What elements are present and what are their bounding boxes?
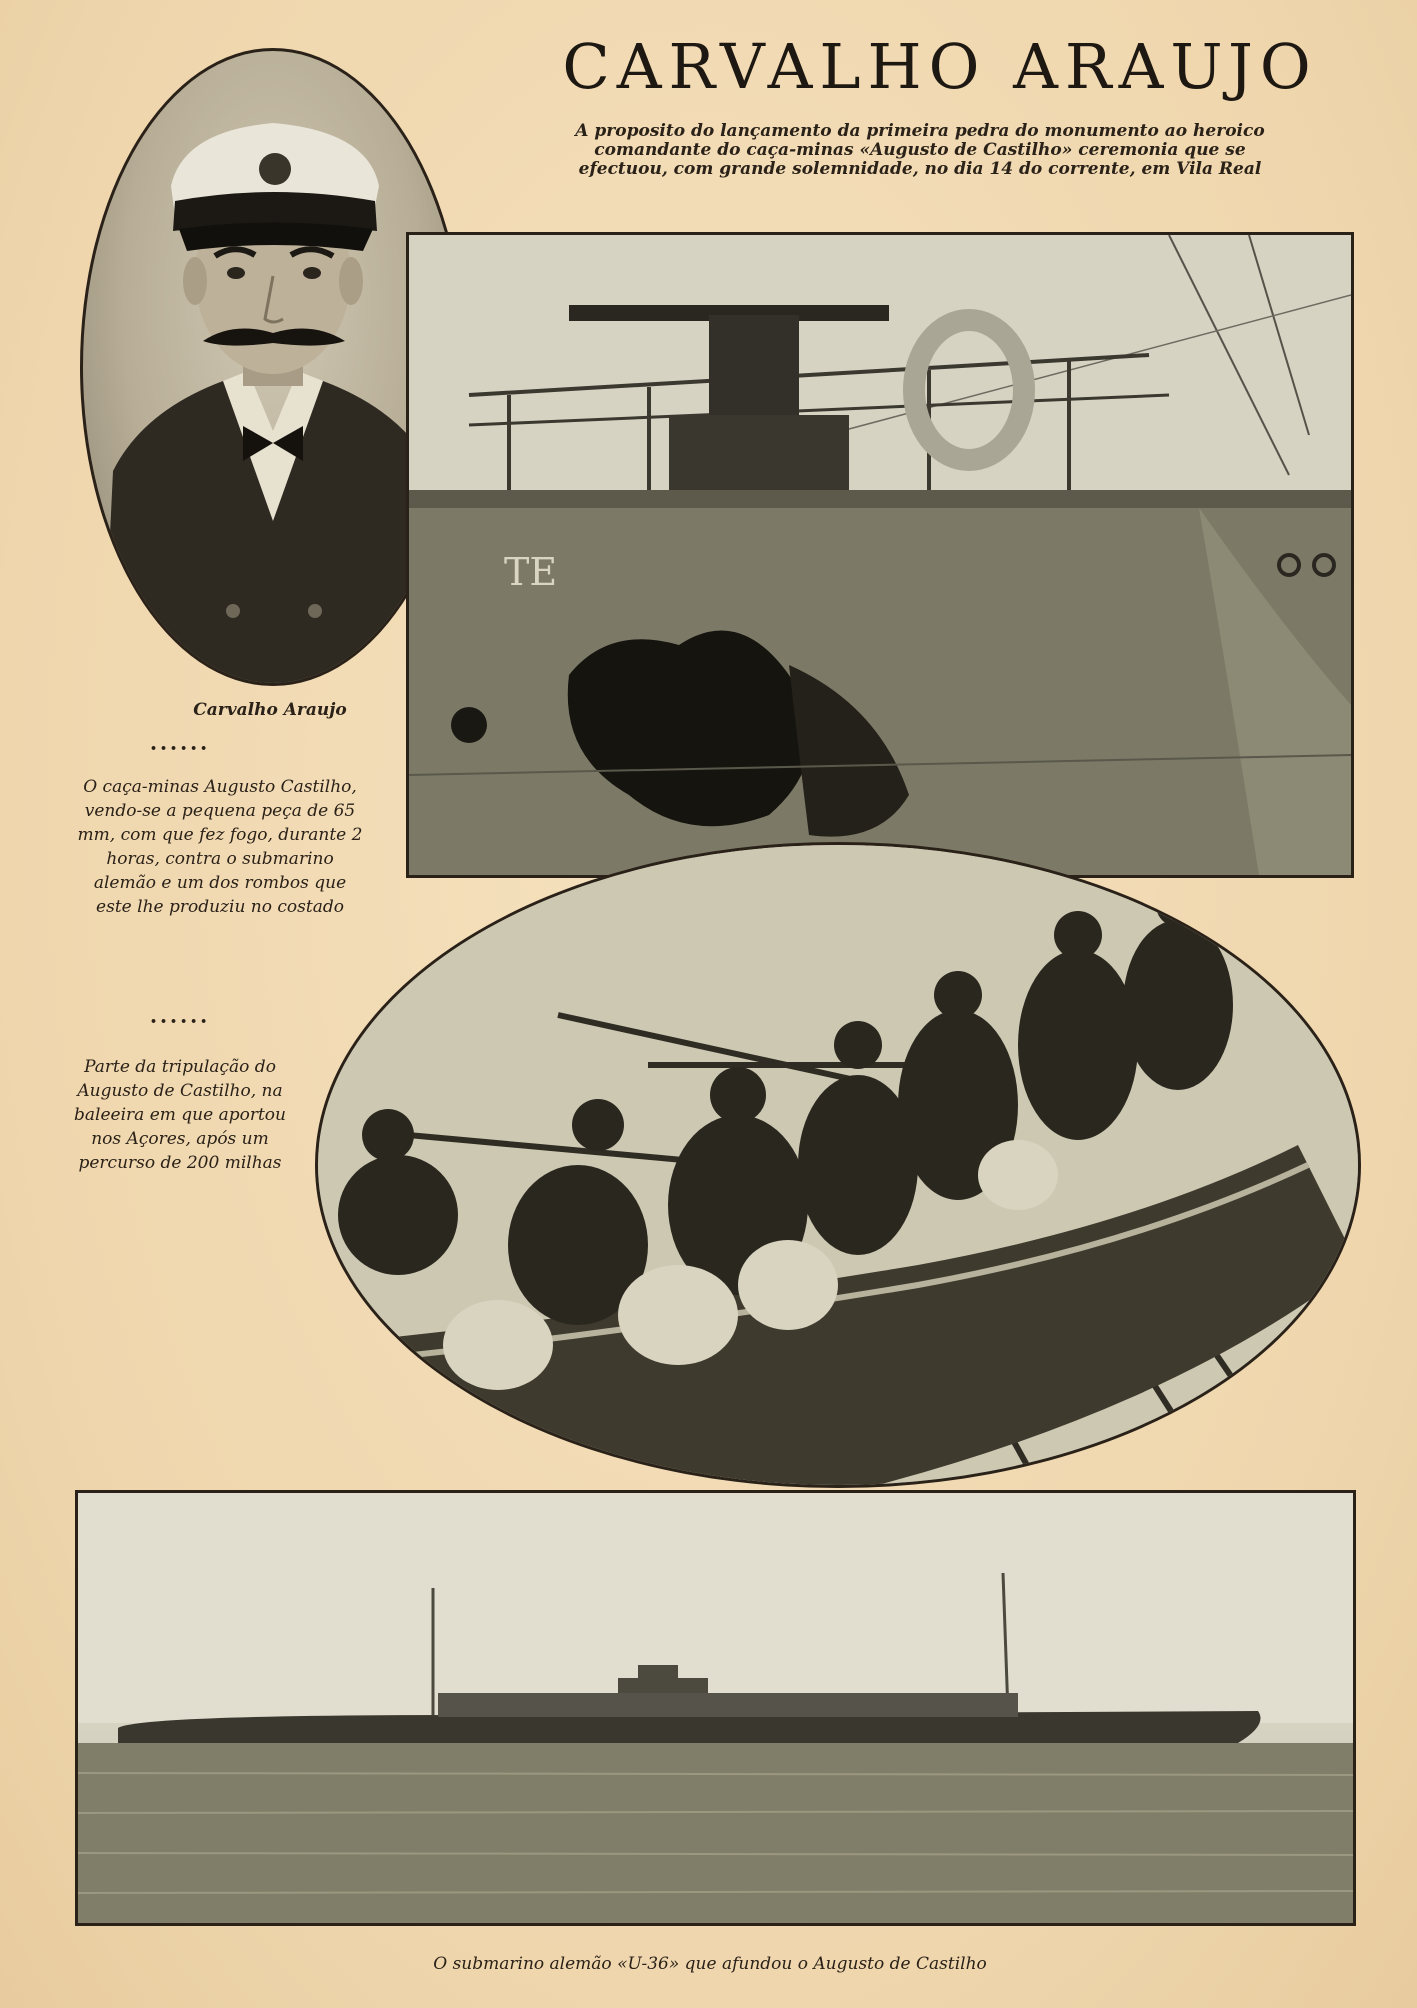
- page-title: CARVALHO ARAUJO: [562, 30, 1318, 103]
- ship-illustration: [409, 235, 1351, 875]
- submarine-caption: O submarino alemão «U-36» que afundou o Augusto de Castilho: [433, 1954, 987, 1974]
- portrait-caption: Carvalho Araujo: [193, 700, 347, 720]
- submarine-photo: [75, 1490, 1356, 1926]
- separator-dots: ••••••: [150, 1015, 211, 1028]
- separator-dots: ••••••: [150, 742, 211, 755]
- crew-caption: Parte da tripulação do Augusto de Castilho, na baleeira em que aportou nos Açores, após um percurso de 200 milhas: [74, 1057, 286, 1173]
- ship-caption: O caça-minas Augusto Castilho, vendo-se a pequena peça de 65 mm, com que fez fogo, durante 2 horas, contra o submarino alemão e um dos rombos que este lhe produziu no costado: [77, 777, 363, 917]
- crew-boat-photo: [315, 842, 1361, 1488]
- submarine-illustration: [78, 1493, 1353, 1923]
- ship-photo: [406, 232, 1354, 878]
- crew-boat-illustration: [318, 845, 1358, 1485]
- hull-lettering: TE: [504, 550, 558, 594]
- page-subtitle: A proposito do lançamento da primeira pedra do monumento ao heroico comandante do caça-minas «Augusto de Castilho» ceremonia que se efectuou, com grande solemnidade, no dia 14 do corrente, em Vila Real: [575, 121, 1265, 179]
